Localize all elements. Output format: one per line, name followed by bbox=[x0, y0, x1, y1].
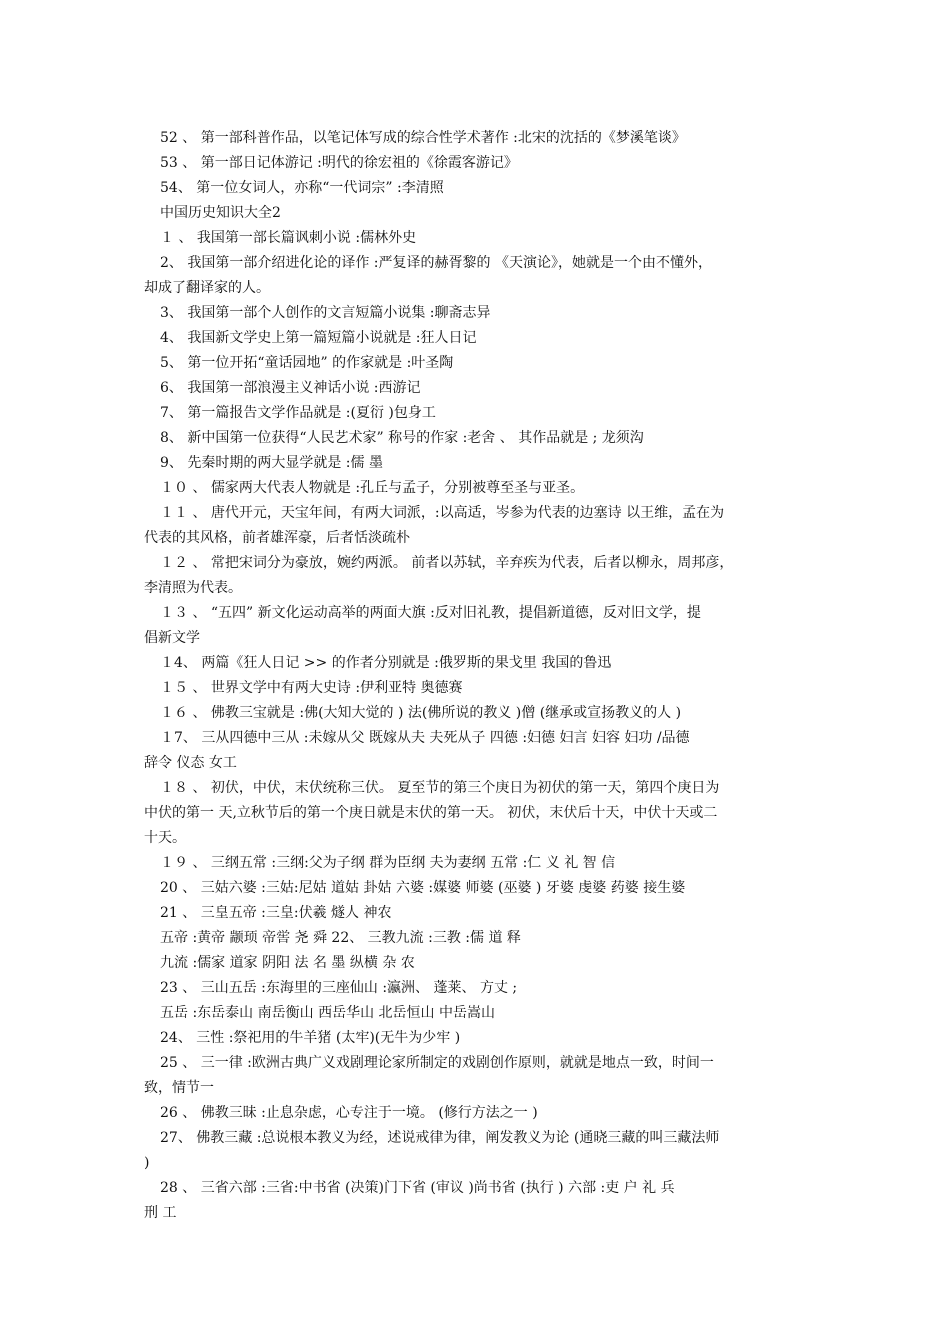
text-line: 五帝 :黄帝 颛顼 帝喾 尧 舜 22、 三教九流 :三教 :儒 道 释 bbox=[160, 930, 521, 946]
text-line: 53 、 第一部日记体游记 :明代的徐宏祖的《徐霞客游记》 bbox=[160, 155, 518, 171]
text-line: １６ 、 佛教三宝就是 :佛(大知大觉的 ) 法(佛所说的教义 )僧 (继承或宣扬教义的人 ) bbox=[160, 705, 682, 721]
text-line: 却成了翻译家的人。 bbox=[144, 280, 270, 296]
text-line: １５ 、 世界文学中有两大史诗 :伊利亚特 奥德赛 bbox=[160, 680, 463, 696]
text-line: １ 、 我国第一部长篇讽刺小说 :儒林外史 bbox=[160, 230, 417, 246]
text-line: 6、 我国第一部浪漫主义神话小说 :西游记 bbox=[160, 380, 421, 396]
text-line: １３ 、 “五四” 新文化运动高举的两面大旗 :反对旧礼教，提倡新道德，反对旧文学，提 bbox=[160, 605, 701, 621]
text-line: １９ 、 三纲五常 :三纲:父为子纲 群为臣纲 夫为妻纲 五常 :仁 义 礼 智 信 bbox=[160, 855, 616, 871]
text-line: 2、 我国第一部介绍进化论的译作 :严复译的赫胥黎的 《天演论》，她就是一个由不懂外， bbox=[160, 255, 712, 271]
text-line: １4、 两篇《狂人日记 >> 的作者分别就是 :俄罗斯的果戈里 我国的鲁迅 bbox=[160, 655, 612, 671]
text-line: 五岳 :东岳泰山 南岳衡山 西岳华山 北岳恒山 中岳嵩山 bbox=[160, 1005, 495, 1021]
text-line: 28 、 三省六部 :三省:中书省 (决策)门下省 (审议 )尚书省 (执行 ) 六部 :吏 户 礼 兵 bbox=[160, 1180, 675, 1196]
document-body bbox=[144, 126, 812, 1226]
text-line: 52 、 第一部科普作品，以笔记体写成的综合性学术著作 :北宋的沈括的《梦溪笔谈》 bbox=[160, 130, 686, 146]
text-line: 54、 第一位女词人，亦称“一代词宗” :李清照 bbox=[160, 180, 444, 196]
text-line: 26 、 佛教三昧 :止息杂虑，心专注于一境。 (修行方法之一 ) bbox=[160, 1105, 538, 1121]
text-line: 致，情节一 bbox=[144, 1080, 214, 1096]
text-line: 27、 佛教三藏 :总说根本教义为经，述说戒律为律，阐发教义为论 (通晓三藏的叫三藏法师 bbox=[160, 1130, 720, 1146]
text-line: 中伏的第一 天,立秋节后的第一个庚日就是末伏的第一天。 初伏，末伏后十天，中伏十天或二 bbox=[144, 805, 718, 821]
text-line: 23 、 三山五岳 :东海里的三座仙山 :瀛洲、 蓬莱、 方丈 ; bbox=[160, 980, 518, 996]
text-line: 刑 工 bbox=[144, 1205, 177, 1221]
text-line: １０ 、 儒家两大代表人物就是 :孔丘与孟子，分别被尊至圣与亚圣。 bbox=[160, 480, 585, 496]
text-line: 九流 :儒家 道家 阴阳 法 名 墨 纵横 杂 农 bbox=[160, 955, 415, 971]
text-line: 7、 第一篇报告文学作品就是 :(夏衍 )包身工 bbox=[160, 405, 436, 421]
text-line: 25 、 三一律 :欧洲古典广义戏剧理论家所制定的戏剧创作原则，就就是地点一致，时间一 bbox=[160, 1055, 714, 1071]
text-line: 倡新文学 bbox=[144, 630, 200, 646]
text-line: １８ 、 初伏，中伏，末伏统称三伏。 夏至节的第三个庚日为初伏的第一天，第四个庚日为 bbox=[160, 780, 720, 796]
text-line: ) bbox=[144, 1155, 150, 1171]
text-line: 辞令 仪态 女工 bbox=[144, 755, 237, 771]
text-line: 代表的其风格，前者雄浑豪，后者恬淡疏朴 bbox=[144, 530, 410, 546]
text-line: １１ 、 唐代开元，天宝年间，有两大词派，:以高适，岑参为代表的边塞诗 以王维，孟在为 bbox=[160, 505, 725, 521]
text-line: 9、 先秦时期的两大显学就是 :儒 墨 bbox=[160, 455, 383, 471]
text-line: １２ 、 常把宋词分为豪放，婉约两派。 前者以苏轼，辛弃疾为代表，后者以柳永，周邦彦， bbox=[160, 555, 734, 571]
text-line: 4、 我国新文学史上第一篇短篇小说就是 :狂人日记 bbox=[160, 330, 477, 346]
text-line: 5、 第一位开拓“童话园地” 的作家就是 :叶圣陶 bbox=[160, 355, 454, 371]
text-line: 十天。 bbox=[144, 830, 186, 846]
text-line: 21 、 三皇五帝 :三皇:伏羲 燧人 神农 bbox=[160, 905, 392, 921]
text-line: 中国历史知识大全2 bbox=[160, 205, 281, 221]
text-line: １7、 三从四德中三从 :未嫁从父 既嫁从夫 夫死从子 四德 :妇德 妇言 妇容 妇功 /品德 bbox=[160, 730, 690, 746]
text-line: 24、 三性 :祭祀用的牛羊猪 (太牢)(无牛为少牢 ) bbox=[160, 1030, 461, 1046]
text-line: 20 、 三姑六婆 :三姑:尼姑 道姑 卦姑 六婆 :媒婆 师婆 (巫婆 ) 牙婆 虔婆 药婆 接生婆 bbox=[160, 880, 686, 896]
text-line: 3、 我国第一部个人创作的文言短篇小说集 :聊斋志异 bbox=[160, 305, 491, 321]
text-line: 8、 新中国第一位获得“人民艺术家” 称号的作家 :老舍 、 其作品就是 ; 龙须沟 bbox=[160, 430, 644, 446]
text-line: 李清照为代表。 bbox=[144, 580, 242, 596]
